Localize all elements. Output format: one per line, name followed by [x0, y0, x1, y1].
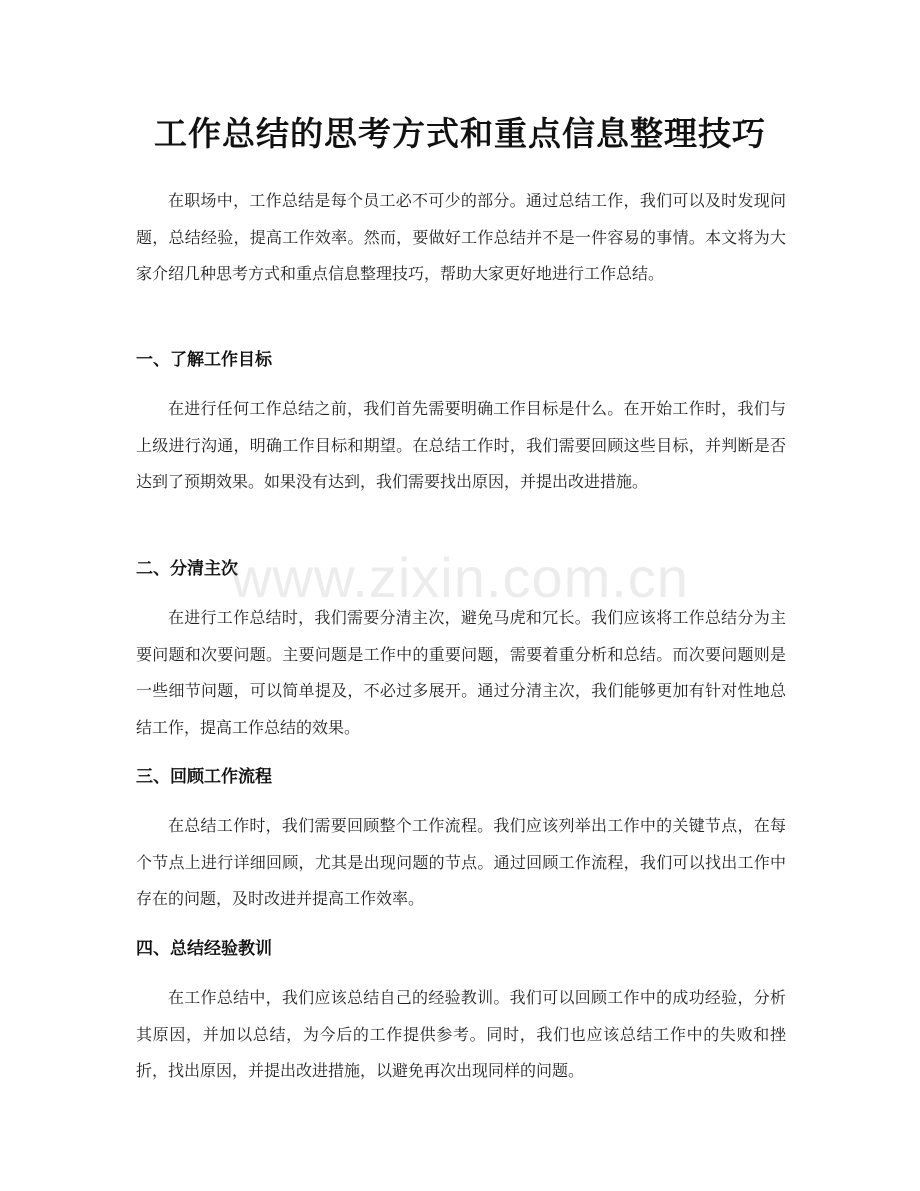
section-body-3: 在总结工作时，我们需要回顾整个工作流程。我们应该列举出工作中的关键节点，在每个节点上进行详细回顾，尤其是出现问题的节点。通过回顾工作流程，我们可以找出工作中存在的问题，及时改进并提高工作效率。 — [136, 816, 786, 908]
watermark-text: www.zixin.com.cn — [231, 546, 689, 609]
section-body-4: 在工作总结中，我们应该总结自己的经验教训。我们可以回顾工作中的成功经验，分析其原因，并加以总结，为今后的工作提供参考。同时，我们也应该总结工作中的失败和挫折，找出原因，并提出改进措施，以避免再次出现同样的问题。 — [136, 988, 786, 1080]
document-title: 工作总结的思考方式和重点信息整理技巧 — [154, 114, 766, 153]
intro-paragraph: 在职场中，工作总结是每个员工必不可少的部分。通过总结工作，我们可以及时发现问题，总结经验，提高工作效率。然而，要做好工作总结并不是一件容易的事情。本文将为大家介绍几种思考方式和重点信息整理技巧，帮助大家更好地进行工作总结。 — [136, 191, 786, 283]
section-body-2: 在进行工作总结时，我们需要分清主次，避免马虎和冗长。我们应该将工作总结分为主要问题和次要问题。主要问题是工作中的重要问题，需要着重分析和总结。而次要问题则是一些细节问题，可以简单提及，不必过多展开。通过分清主次，我们能够更加有针对性地总结工作，提高工作总结的效果。 — [136, 608, 786, 737]
section-heading-4: 四、总结经验教训 — [136, 939, 272, 959]
section-heading-1: 一、了解工作目标 — [136, 350, 272, 370]
section-heading-2: 二、分清主次 — [136, 559, 238, 579]
section-body-1: 在进行任何工作总结之前，我们首先需要明确工作目标是什么。在开始工作时，我们与上级进行沟通，明确工作目标和期望。在总结工作时，我们需要回顾这些目标，并判断是否达到了预期效果。如果没有达到，我们需要找出原因，并提出改进措施。 — [136, 399, 786, 491]
section-heading-3: 三、回顾工作流程 — [136, 767, 272, 787]
